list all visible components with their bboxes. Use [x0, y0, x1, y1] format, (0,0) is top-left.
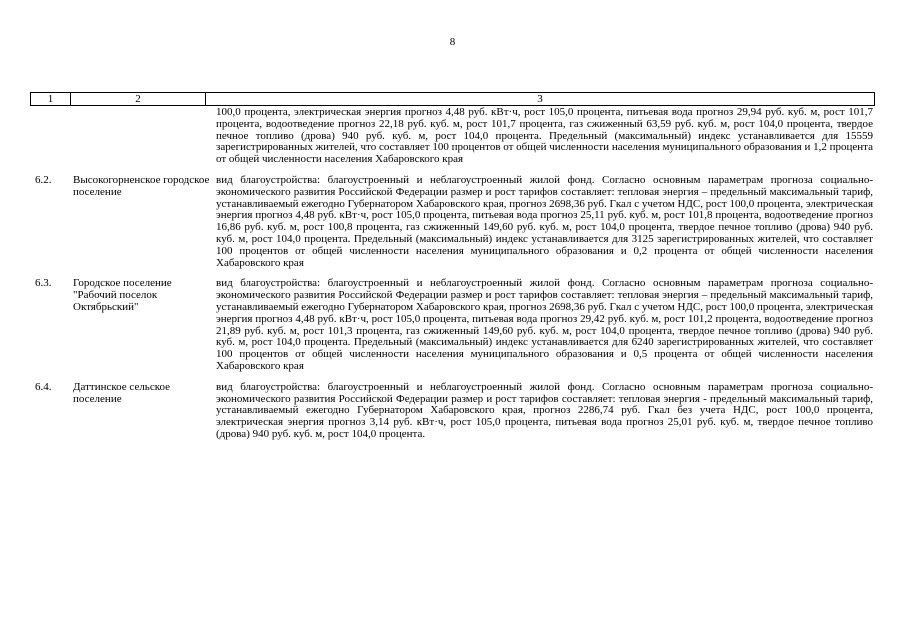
page-number: 8 — [449, 36, 456, 48]
table-header — [30, 92, 875, 106]
row-text: вид благоустройства: благоустроенный и неблагоустроенный жилой фонд. Согласно основным параметрам прогноза социально-экономического развития Российской Федерации размер и рост тарифов составляет: тепловая энергия – предельный максимальный тариф, устанавливаемый ежегодно Губернатором Хабаровского края, прогноз 2698,36 руб. Гкал с учетом НДС, рост 100,0 процента, электрическая энергия прогноз 4,48 руб. кВт·ч, рост 105,0 процента, питьевая вода прогноз 25,11 руб. куб. м, рост 101,8 процента, водоотведение прогноз 16,86 руб. куб. м, рост 100,8 процента, газ сжиженный 149,60 руб. куб. м, рост 104,0 процента, твердое печное топливо (дрова) 940 руб. куб. м, рост 104,0 процента. Предельный (максимальный) индекс устанавливается для 3125 зарегистрированных жителей, что составляет 100 процентов от общей численности населения муниципального образования и 0,2 процента от общей численности населения Хабаровского края — [216, 173, 873, 269]
row-text: 100,0 процента, электрическая энергия прогноз 4,48 руб. кВт·ч, рост 105,0 процента, питьевая вода прогноз 29,94 руб. куб. м, рост 101,7 процента, водоотведение прогноз 22,18 руб. куб. м, рост 101,7 процента, газ сжиженный 63,59 руб. куб. м, рост 104,0 процента, твердое печное топливо (дрова) 940 руб. куб. м, рост 104,0 процента. Предельный (максимальный) индекс устанавливается для 15559 зарегистрированных жителей, что составляет 100 процентов от общей численности населения муниципального образования и 1,2 процента от общей численности населения Хабаровского края — [216, 106, 873, 166]
row-number: 6.4. — [35, 380, 52, 393]
row-number — [30, 107, 70, 166]
header-col-3: 3 — [537, 93, 543, 105]
row-name: Высокогорненское городское поселение — [73, 173, 210, 198]
table-row — [30, 278, 875, 372]
row-text: вид благоустройства: благоустроенный и неблагоустроенный жилой фонд. Согласно основным параметрам прогноза социально-экономического развития Российской Федерации размер и рост тарифов составляет: тепловая энергия - предельный максимальный тариф, устанавливаемый ежегодно Губернатором Хабаровского края, прогноз 2286,74 руб. Гкал без учета НДС, рост 100,0 процента, электрическая энергия прогноз 3,14 руб. кВт·ч, рост 105,0 процента, питьевая вода прогноз 25,01 руб. куб. м, твердое печное топливо (дрова) 940 руб. куб. м, рост 104,0 процента. — [216, 380, 873, 440]
table-body — [30, 107, 875, 441]
row-text: вид благоустройства: благоустроенный и неблагоустроенный жилой фонд. Согласно основным параметрам прогноза социально-экономического развития Российской Федерации размер и рост тарифов составляет: тепловая энергия – предельный максимальный тариф, устанавливаемый ежегодно Губернатором Хабаровского края, прогноз 2698,36 руб. Гкал с учетом НДС, рост 100,0 процента, электрическая энергия прогноз 4,48 руб. кВт·ч, рост 105,0 процента, питьевая вода прогноз 29,42 руб. куб. м, рост 101,2 процента, водоотведение прогноз 21,89 руб. куб. м, рост 101,3 процента, газ сжиженный 149,60 руб. куб. м, рост 104,0 процента, твердое печное топливо (дрова) 940 руб. куб. м, рост 104,0 процента. Предельный (максимальный) индекс устанавливается для 6240 зарегистрированных жителей, что составляет 100 процентов от общей численности населения муниципального образования и 0,5 процента от общей численности населения Хабаровского края — [216, 277, 873, 372]
header-col-2: 2 — [71, 93, 206, 105]
table-row — [30, 382, 875, 441]
row-name: Даттинское сельское поселение — [73, 380, 171, 405]
header-col-1: 1 — [31, 93, 71, 105]
table-row-continuation — [30, 107, 875, 166]
row-name: Городское поселение "Рабочий поселок Октябрьский" — [73, 277, 172, 313]
table-row — [30, 175, 875, 269]
row-name — [70, 107, 210, 166]
row-number: 6.3. — [35, 277, 52, 290]
row-number: 6.2. — [35, 173, 52, 186]
